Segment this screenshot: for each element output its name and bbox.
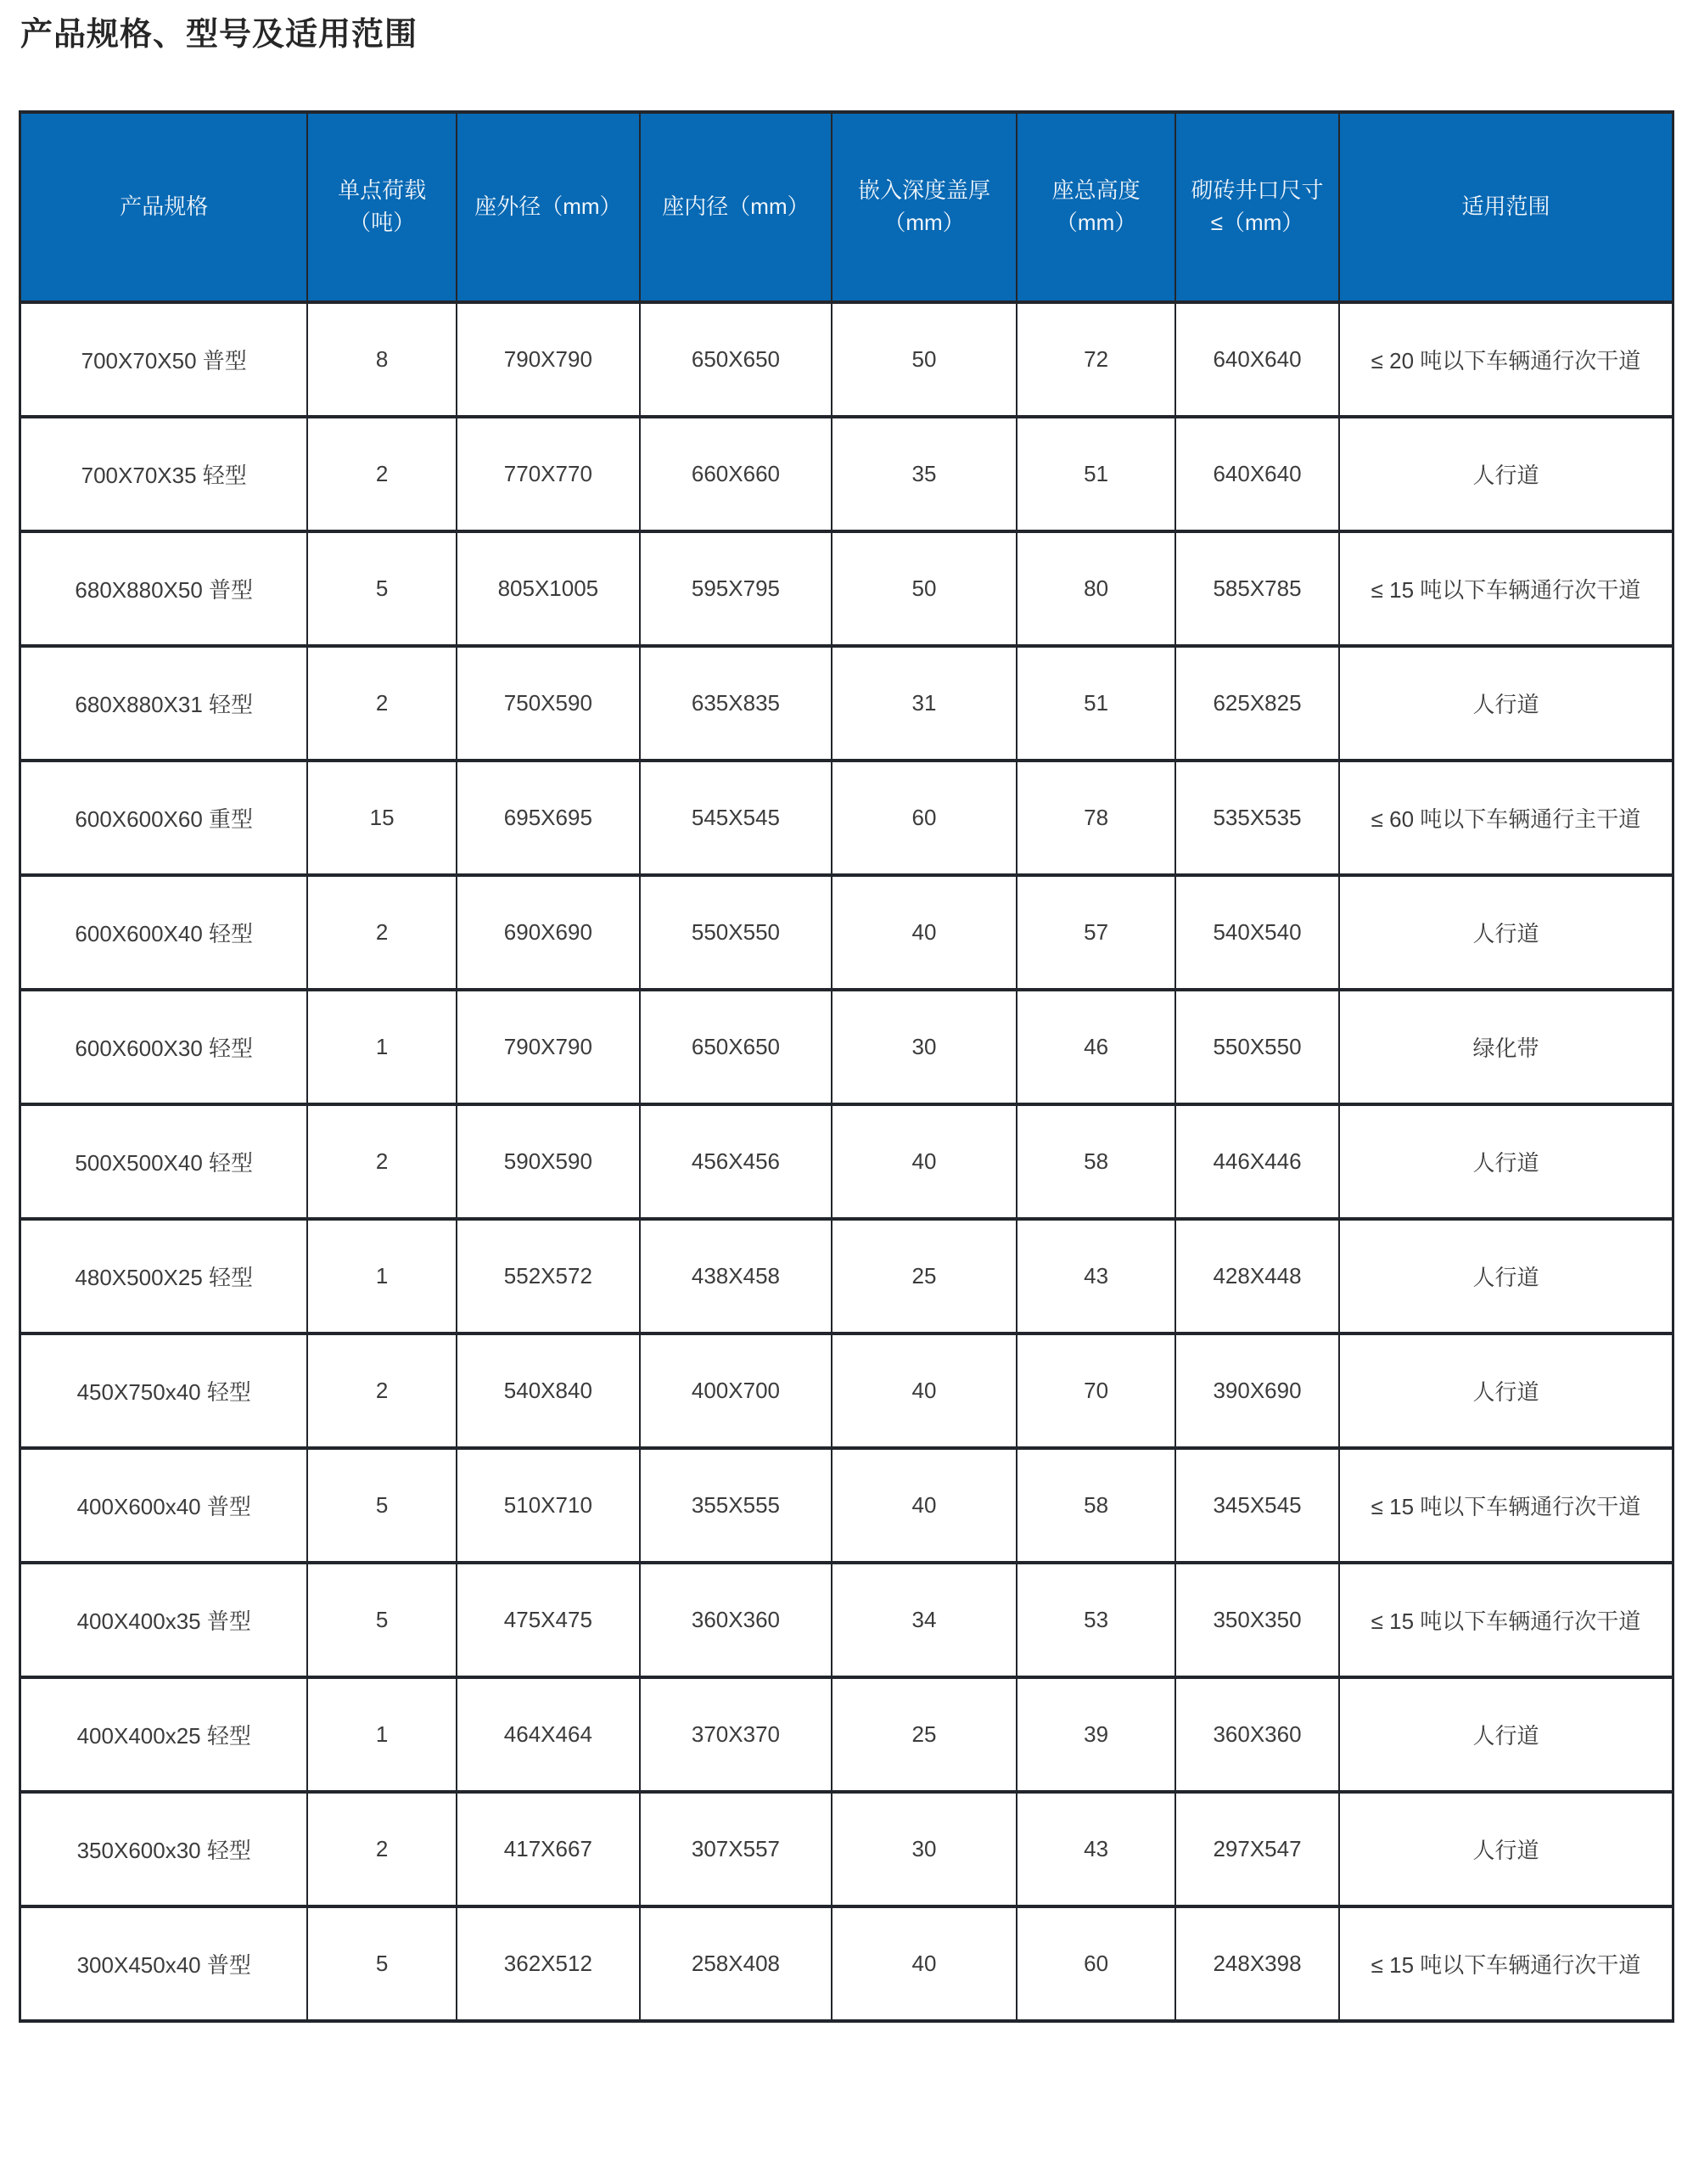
table-row <box>20 875 1673 990</box>
column-header-seat-inner-diameter <box>640 112 832 302</box>
table-cell-single-point-load: 8 <box>307 302 456 417</box>
table-cell-brick-wellhead-size: 535X535 <box>1175 761 1339 875</box>
table-cell-seat-inner-diameter: 355X555 <box>640 1448 832 1563</box>
table-cell-embed-depth-cover: 40 <box>832 1448 1017 1563</box>
column-header-applicable-range <box>1339 112 1673 302</box>
table-cell-product-spec: 400X400x25 轻型 <box>20 1677 308 1792</box>
table-cell-applicable-range: 人行道 <box>1339 1104 1673 1219</box>
table-cell-seat-outer-diameter: 417X667 <box>457 1792 640 1906</box>
table-cell-seat-total-height: 72 <box>1017 302 1175 417</box>
table-cell-seat-total-height: 43 <box>1017 1219 1175 1333</box>
table-cell-brick-wellhead-size: 390X690 <box>1175 1333 1339 1448</box>
table-cell-seat-inner-diameter: 258X408 <box>640 1906 832 2021</box>
column-header-seat-outer-diameter <box>457 112 640 302</box>
table-cell-applicable-range: ≤ 15 吨以下车辆通行次干道 <box>1339 1448 1673 1563</box>
table-cell-seat-outer-diameter: 552X572 <box>457 1219 640 1333</box>
table-cell-embed-depth-cover: 31 <box>832 646 1017 761</box>
table-cell-single-point-load: 2 <box>307 1333 456 1448</box>
column-header-single-point-load <box>307 112 456 302</box>
column-header-embed-depth-cover <box>832 112 1017 302</box>
table-cell-product-spec: 600X600X40 轻型 <box>20 875 308 990</box>
table-cell-brick-wellhead-size: 540X540 <box>1175 875 1339 990</box>
table-cell-single-point-load: 2 <box>307 417 456 531</box>
table-row <box>20 1563 1673 1677</box>
table-cell-seat-outer-diameter: 362X512 <box>457 1906 640 2021</box>
table-cell-brick-wellhead-size: 428X448 <box>1175 1219 1339 1333</box>
table-cell-applicable-range: ≤ 15 吨以下车辆通行次干道 <box>1339 1906 1673 2021</box>
table-cell-seat-inner-diameter: 360X360 <box>640 1563 832 1677</box>
column-header-line: 座内径（mm） <box>662 193 810 219</box>
table-cell-brick-wellhead-size: 640X640 <box>1175 417 1339 531</box>
table-cell-seat-outer-diameter: 770X770 <box>457 417 640 531</box>
table-cell-product-spec: 700X70X35 轻型 <box>20 417 308 531</box>
table-row <box>20 417 1673 531</box>
table-cell-seat-outer-diameter: 540X840 <box>457 1333 640 1448</box>
table-cell-seat-outer-diameter: 690X690 <box>457 875 640 990</box>
table-cell-embed-depth-cover: 60 <box>832 761 1017 875</box>
column-header-line: ≤（mm） <box>1210 209 1304 235</box>
table-cell-brick-wellhead-size: 248X398 <box>1175 1906 1339 2021</box>
table-cell-product-spec: 700X70X50 普型 <box>20 302 308 417</box>
table-cell-seat-outer-diameter: 695X695 <box>457 761 640 875</box>
table-cell-product-spec: 400X600x40 普型 <box>20 1448 308 1563</box>
column-header-line: 适用范围 <box>1461 193 1550 219</box>
table-cell-seat-inner-diameter: 650X650 <box>640 302 832 417</box>
table-row <box>20 1104 1673 1219</box>
table-cell-single-point-load: 2 <box>307 1792 456 1906</box>
table-cell-seat-inner-diameter: 660X660 <box>640 417 832 531</box>
page-title: 产品规格、型号及适用范围 <box>20 17 418 53</box>
table-row <box>20 1906 1673 2021</box>
column-header-line: 座总高度 <box>1051 177 1141 203</box>
column-header-line: 座外径（mm） <box>474 193 622 219</box>
header-row <box>20 112 1673 302</box>
table-cell-brick-wellhead-size: 585X785 <box>1175 531 1339 646</box>
table-cell-seat-total-height: 58 <box>1017 1104 1175 1219</box>
table-cell-product-spec: 680X880X31 轻型 <box>20 646 308 761</box>
table-cell-brick-wellhead-size: 625X825 <box>1175 646 1339 761</box>
table-cell-embed-depth-cover: 50 <box>832 302 1017 417</box>
table-cell-embed-depth-cover: 50 <box>832 531 1017 646</box>
table-cell-seat-total-height: 70 <box>1017 1333 1175 1448</box>
table-cell-seat-outer-diameter: 805X1005 <box>457 531 640 646</box>
column-header-seat-total-height <box>1017 112 1175 302</box>
table-cell-product-spec: 450X750x40 轻型 <box>20 1333 308 1448</box>
table-cell-seat-total-height: 43 <box>1017 1792 1175 1906</box>
column-header-product-spec <box>20 112 308 302</box>
table-cell-product-spec: 300X450x40 普型 <box>20 1906 308 2021</box>
table-cell-brick-wellhead-size: 446X446 <box>1175 1104 1339 1219</box>
table-cell-single-point-load: 1 <box>307 990 456 1104</box>
table-row <box>20 1333 1673 1448</box>
table-cell-embed-depth-cover: 34 <box>832 1563 1017 1677</box>
table-cell-embed-depth-cover: 35 <box>832 417 1017 531</box>
table-cell-seat-total-height: 39 <box>1017 1677 1175 1792</box>
table-cell-product-spec: 680X880X50 普型 <box>20 531 308 646</box>
table-cell-applicable-range: ≤ 60 吨以下车辆通行主干道 <box>1339 761 1673 875</box>
table-cell-brick-wellhead-size: 345X545 <box>1175 1448 1339 1563</box>
table-cell-embed-depth-cover: 30 <box>832 1792 1017 1906</box>
table-cell-seat-total-height: 53 <box>1017 1563 1175 1677</box>
table-row <box>20 531 1673 646</box>
table-cell-seat-inner-diameter: 438X458 <box>640 1219 832 1333</box>
table-cell-embed-depth-cover: 25 <box>832 1219 1017 1333</box>
table-cell-single-point-load: 2 <box>307 1104 456 1219</box>
table-cell-seat-total-height: 51 <box>1017 646 1175 761</box>
table-cell-seat-inner-diameter: 635X835 <box>640 646 832 761</box>
table-cell-seat-outer-diameter: 464X464 <box>457 1677 640 1792</box>
table-row <box>20 761 1673 875</box>
table-cell-product-spec: 350X600x30 轻型 <box>20 1792 308 1906</box>
table-cell-single-point-load: 2 <box>307 875 456 990</box>
table-cell-single-point-load: 5 <box>307 1906 456 2021</box>
column-header-line: 砌砖井口尺寸 <box>1191 177 1324 203</box>
table-cell-seat-inner-diameter: 370X370 <box>640 1677 832 1792</box>
column-header-line: （mm） <box>1055 209 1137 235</box>
table-cell-product-spec: 500X500X40 轻型 <box>20 1104 308 1219</box>
table-row <box>20 1448 1673 1563</box>
table-header <box>20 112 1673 302</box>
table-cell-brick-wellhead-size: 350X350 <box>1175 1563 1339 1677</box>
table-body <box>20 302 1673 2021</box>
table-cell-applicable-range: ≤ 15 吨以下车辆通行次干道 <box>1339 531 1673 646</box>
table-cell-seat-total-height: 46 <box>1017 990 1175 1104</box>
table-cell-applicable-range: 绿化带 <box>1339 990 1673 1104</box>
table-cell-applicable-range: 人行道 <box>1339 1219 1673 1333</box>
table-cell-seat-total-height: 78 <box>1017 761 1175 875</box>
table-cell-seat-outer-diameter: 590X590 <box>457 1104 640 1219</box>
table-cell-brick-wellhead-size: 360X360 <box>1175 1677 1339 1792</box>
table-cell-applicable-range: 人行道 <box>1339 1677 1673 1792</box>
product-spec-table <box>19 110 1674 2023</box>
table-cell-single-point-load: 5 <box>307 1448 456 1563</box>
table-cell-applicable-range: ≤ 15 吨以下车辆通行次干道 <box>1339 1563 1673 1677</box>
table-cell-embed-depth-cover: 25 <box>832 1677 1017 1792</box>
table-cell-seat-inner-diameter: 650X650 <box>640 990 832 1104</box>
table-cell-seat-outer-diameter: 475X475 <box>457 1563 640 1677</box>
table-cell-product-spec: 400X400x35 普型 <box>20 1563 308 1677</box>
table-cell-embed-depth-cover: 40 <box>832 1104 1017 1219</box>
table-cell-brick-wellhead-size: 550X550 <box>1175 990 1339 1104</box>
table-cell-applicable-range: 人行道 <box>1339 1792 1673 1906</box>
column-header-brick-wellhead-size <box>1175 112 1339 302</box>
table-cell-embed-depth-cover: 40 <box>832 1906 1017 2021</box>
table-cell-seat-outer-diameter: 510X710 <box>457 1448 640 1563</box>
table-row <box>20 1677 1673 1792</box>
table-cell-single-point-load: 5 <box>307 1563 456 1677</box>
table-cell-single-point-load: 1 <box>307 1219 456 1333</box>
table-cell-applicable-range: ≤ 20 吨以下车辆通行次干道 <box>1339 302 1673 417</box>
table-cell-single-point-load: 15 <box>307 761 456 875</box>
table-cell-seat-total-height: 60 <box>1017 1906 1175 2021</box>
table-cell-seat-inner-diameter: 400X700 <box>640 1333 832 1448</box>
table-cell-applicable-range: 人行道 <box>1339 875 1673 990</box>
table-row <box>20 646 1673 761</box>
table-cell-seat-outer-diameter: 790X790 <box>457 302 640 417</box>
table-cell-product-spec: 480X500X25 轻型 <box>20 1219 308 1333</box>
table-row <box>20 990 1673 1104</box>
page <box>0 15 1693 2184</box>
table-cell-product-spec: 600X600X60 重型 <box>20 761 308 875</box>
table-cell-seat-inner-diameter: 545X545 <box>640 761 832 875</box>
table-cell-seat-inner-diameter: 307X557 <box>640 1792 832 1906</box>
table-cell-single-point-load: 2 <box>307 646 456 761</box>
table-cell-seat-total-height: 57 <box>1017 875 1175 990</box>
table-cell-embed-depth-cover: 40 <box>832 875 1017 990</box>
column-header-line: 嵌入深度盖厚 <box>858 177 991 203</box>
table-cell-applicable-range: 人行道 <box>1339 646 1673 761</box>
table-cell-seat-inner-diameter: 595X795 <box>640 531 832 646</box>
table-cell-product-spec: 600X600X30 轻型 <box>20 990 308 1104</box>
table-cell-seat-outer-diameter: 750X590 <box>457 646 640 761</box>
table-cell-brick-wellhead-size: 297X547 <box>1175 1792 1339 1906</box>
column-header-line: 产品规格 <box>120 193 209 219</box>
table-cell-seat-inner-diameter: 456X456 <box>640 1104 832 1219</box>
table-cell-brick-wellhead-size: 640X640 <box>1175 302 1339 417</box>
table-cell-applicable-range: 人行道 <box>1339 417 1673 531</box>
column-header-line: （吨） <box>349 209 416 235</box>
table-row <box>20 1219 1673 1333</box>
table-cell-applicable-range: 人行道 <box>1339 1333 1673 1448</box>
table-cell-single-point-load: 5 <box>307 531 456 646</box>
column-header-line: 单点荷载 <box>338 177 427 203</box>
table-cell-seat-total-height: 58 <box>1017 1448 1175 1563</box>
table-cell-seat-total-height: 51 <box>1017 417 1175 531</box>
table-row <box>20 302 1673 417</box>
table-cell-seat-outer-diameter: 790X790 <box>457 990 640 1104</box>
table-cell-seat-total-height: 80 <box>1017 531 1175 646</box>
column-header-line: （mm） <box>883 209 965 235</box>
table-cell-embed-depth-cover: 40 <box>832 1333 1017 1448</box>
table-cell-embed-depth-cover: 30 <box>832 990 1017 1104</box>
table-row <box>20 1792 1673 1906</box>
table-cell-single-point-load: 1 <box>307 1677 456 1792</box>
table-cell-seat-inner-diameter: 550X550 <box>640 875 832 990</box>
